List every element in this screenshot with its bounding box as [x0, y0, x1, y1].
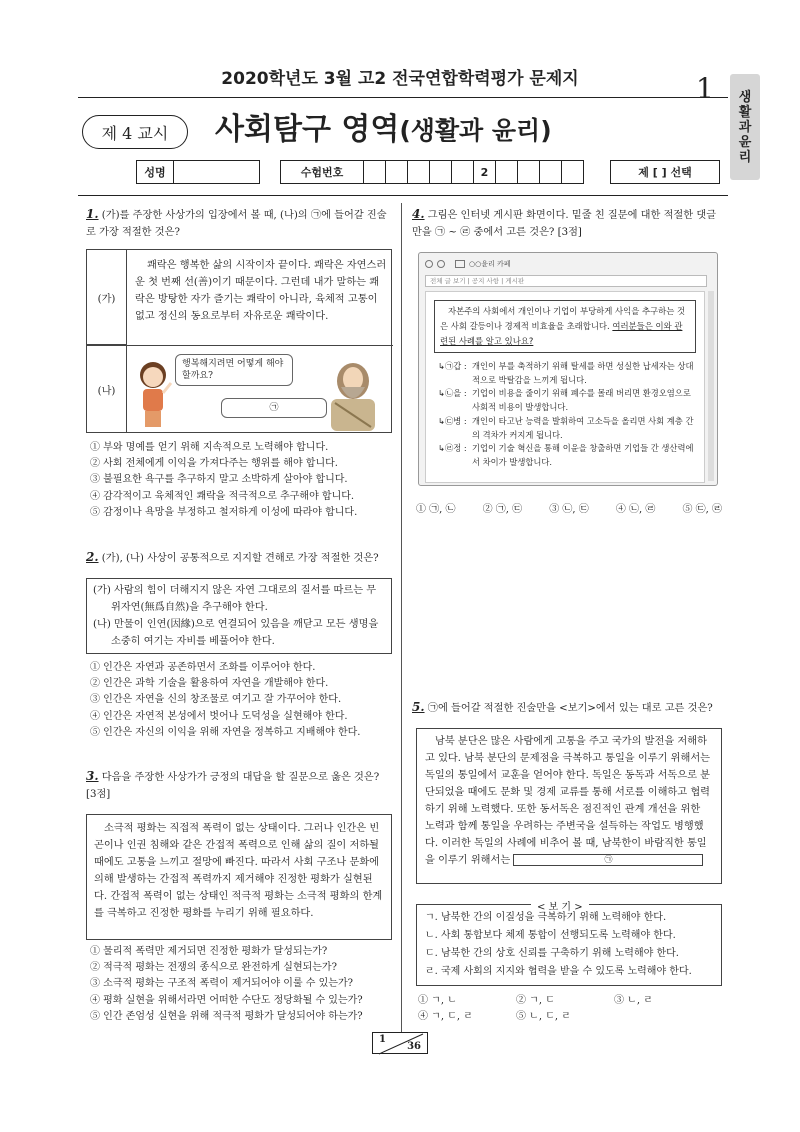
answer-choice[interactable]: ④ ㉡, ㉣: [615, 504, 656, 515]
browser-window: [418, 252, 718, 486]
elective-select[interactable]: 제 [ ] 선택: [610, 160, 720, 184]
answer-choice[interactable]: ① ㉠, ㉡: [416, 504, 456, 515]
bogi-list: [425, 909, 717, 981]
title-rule: [78, 97, 728, 98]
column-divider: [401, 203, 402, 1033]
post-text: 자본주의 사회에서 개인이나 기업이 부당하게 사익을 추구하는 것은 사회 갈등이나 경제적 비효율을 초래합니다.: [440, 306, 686, 331]
examinee-info-row: [136, 160, 720, 184]
exam-number-digit[interactable]: [518, 160, 540, 184]
answer-choice[interactable]: ② 적극적 평화는 전쟁의 종식으로 완전하게 실현되는가?: [90, 962, 337, 974]
name-label: 성명: [136, 160, 174, 184]
bogi-item: ㄹ. 국제 사회의 지지와 협력을 받을 수 있도록 노력해야 한다.: [425, 966, 692, 977]
comment-text: 기업이 비용을 줄이기 위해 폐수를 몰래 버리면 환경오염으로 사회적 비용이 발생합니다.: [472, 388, 691, 413]
page-icon: [455, 260, 465, 268]
side-tab-char: 생: [738, 89, 752, 105]
board-post: [434, 300, 696, 353]
answer-choice[interactable]: ③ ㄴ, ㄹ: [614, 995, 653, 1006]
subject-title-main: 사회탐구 영역: [215, 112, 400, 147]
question-3-stem: [86, 768, 392, 803]
answer-choice[interactable]: ③ 소극적 평화는 구조적 폭력이 제거되어야 이룰 수 있는가?: [90, 978, 353, 990]
exam-title: 2020학년도 3월 고2 전국연합학력평가 문제지: [221, 69, 579, 89]
question-4-stem: [412, 206, 718, 241]
question-4-choices: [416, 502, 722, 518]
subject-side-tab: [730, 74, 760, 180]
answer-choice[interactable]: ① 인간은 자연과 공존하면서 조화를 이루어야 한다.: [90, 662, 316, 673]
post-area: [425, 291, 705, 483]
question-number: 2.: [86, 550, 99, 564]
answer-choice[interactable]: ③ 불필요한 욕구를 추구하지 말고 소박하게 살아야 합니다.: [90, 474, 348, 486]
passage-text: 남북 분단은 많은 사람에게 고통을 주고 국가의 발전을 저해하고 있다. 남북 분단의 문제점을 극복하고 통일을 이루기 위해서는 독일의 통일에서 교훈을 얻어야 한다. 독일은 동독과 서독으로 분단되었을 때에도 문화 및 경제 교류를 통해 서로를 이해하고 협력하기 위해 노력했다. 또한 동서독은 점진적인 관계 개선을 위한 노력과 함께 통일을 우려하는 주변국을 설득하는 작업도 병행했다. 이러한 독일의 사례에 비추어 볼 때, 남북한이 바람직한 통일을 이루기 위해서는: [425, 736, 711, 866]
answer-choice[interactable]: ⑤ 인간 존엄성 실현을 위해 적극적 평화가 달성되어야 하는가?: [90, 1010, 363, 1022]
question-2-stem: [86, 549, 392, 567]
bogi-box: [416, 904, 722, 986]
browser-tab-title[interactable]: ○○윤리 카페: [469, 260, 511, 268]
question-1-stem: [86, 206, 390, 241]
side-tab-char: 활: [738, 104, 752, 120]
student-speech-bubble: 행복해지려면 어떻게 해야 할까요?: [175, 354, 293, 386]
browser-nav: [425, 259, 511, 269]
ga-passage: (가) 사람의 힘이 더해지지 않은 자연 그대로의 질서를 따르는 무위자연(無爲自然)을 추구해야 한다.: [93, 585, 377, 613]
current-page: 1: [379, 1034, 386, 1045]
question-text: (가)를 주장한 사상가의 입장에서 볼 때, (나)의 ㉠에 들어갈 진술로 가장 적절한 것은?: [86, 210, 387, 238]
side-tab-char: 과: [738, 119, 752, 135]
bogi-item: ㄷ. 남북한 간의 상호 신뢰를 구축하기 위해 노력해야 한다.: [425, 948, 679, 959]
forward-icon[interactable]: [437, 260, 445, 268]
answer-choice[interactable]: ③ ㉡, ㉢: [549, 504, 589, 515]
exam-number-digit[interactable]: [386, 160, 408, 184]
comment-author: ↳㉡을 :: [438, 388, 467, 399]
exam-number-digit[interactable]: [430, 160, 452, 184]
page-indicator: [372, 1032, 428, 1054]
question-number: 4.: [412, 207, 425, 221]
exam-number-digit[interactable]: [496, 160, 518, 184]
question-3-passage: 소극적 평화는 직접적 폭력이 없는 상태이다. 그러나 인간은 빈곤이나 인권 침해와 같은 간접적 폭력으로 인해 삶의 질이 저하될 때에도 고통을 느끼고 절망에 빠진다. 따라서 사회 구조나 문화에 의해 발생하는 간접적 폭력까지 제거해야 진정한 평화가 실현된다. 간접적 폭력이 없는 상태인 적극적 평화는 소극적 평화의 한계를 극복하고 진정한 평화를 누리기 위해 필요하다.: [86, 814, 392, 940]
answer-choice[interactable]: ⑤ ㉢, ㉣: [682, 504, 722, 515]
exam-number-digit[interactable]: [364, 160, 386, 184]
answer-choice[interactable]: ② ㉠, ㉢: [482, 504, 523, 515]
ga-passage: 쾌락은 행복한 삶의 시작이자 끝이다. 쾌락은 자연스러운 첫 번째 선(善)이기 때문이다. 그런데 내가 말하는 쾌락은 방탕한 자가 즐기는 쾌락이 아니라, 육체적 고통이 없고 정신의 동요로부터 자유로운 쾌락이다.: [135, 260, 387, 322]
answer-choice[interactable]: ① 물리적 폭력만 제거되면 진정한 평화가 달성되는가?: [90, 946, 328, 957]
comment-text: 개인이 부를 축적하기 위해 탈세를 하면 성실한 납세자는 상대적으로 박탈감을 느끼게 됩니다.: [472, 361, 694, 385]
comment-text: 기업이 기술 혁신을 통해 이윤을 창출하면 기업들 간 생산력에서 차이가 발생합니다.: [472, 443, 694, 467]
answer-choice[interactable]: ① 부와 명예를 얻기 위해 지속적으로 노력해야 합니다.: [90, 442, 329, 453]
side-tab-char: 윤: [738, 134, 752, 150]
answer-choice[interactable]: ② ㄱ, ㄷ: [516, 995, 555, 1006]
bogi-item: ㄴ. 사회 통합보다 체제 통합이 선행되도록 노력해야 한다.: [425, 930, 676, 941]
question-text: ㉠에 들어갈 적절한 진술만을 <보기>에서 있는 대로 고른 것은?: [427, 703, 713, 714]
answer-choice[interactable]: ② 사회 전체에게 이익을 가져다주는 행위를 해야 합니다.: [90, 458, 338, 470]
question-2-passage: [86, 578, 392, 654]
answer-choice[interactable]: ⑤ 인간은 자신의 이익을 위해 자연을 정복하고 지배해야 한다.: [90, 726, 361, 738]
question-number: 3.: [86, 769, 99, 783]
comment-author: ↳㉠갑 :: [438, 361, 467, 371]
exam-number-digit[interactable]: [452, 160, 474, 184]
question-number: 1.: [86, 207, 99, 221]
na-label: (나): [87, 345, 127, 433]
na-passage: (나) 만물이 인연(因緣)으로 연결되어 있음을 깨닫고 모든 생명을 소중히 여기는 자비를 베풀어야 한다.: [93, 619, 379, 647]
scrollbar[interactable]: [708, 291, 714, 481]
question-1-passage: [86, 249, 392, 433]
exam-number-digit[interactable]: [562, 160, 584, 184]
name-field[interactable]: [174, 160, 260, 184]
comment-author: ↳㉢병 :: [438, 415, 467, 426]
page-number: 1: [696, 72, 714, 105]
comment-item: [438, 415, 700, 442]
question-text: 그림은 인터넷 게시판 화면이다. 밑줄 친 질문에 대한 적절한 댓글만을 ㉠ ~ ㉣ 중에서 고른 것은? [3점]: [412, 210, 717, 238]
question-5-choices: [418, 993, 718, 1025]
question-5-stem: [412, 699, 722, 717]
back-icon[interactable]: [425, 260, 433, 268]
exam-number-digit-fixed: 2: [474, 160, 496, 184]
post-question: 여러분들은 이와 관련된 사례를 알고 있나요?: [440, 321, 683, 346]
answer-choice[interactable]: ④ 감각적이고 육체적인 쾌락을 적극적으로 추구해야 합니다.: [90, 490, 355, 502]
answer-blank: ㉠: [513, 854, 703, 866]
side-tab-char: 리: [738, 149, 752, 165]
answer-choice[interactable]: ④ ㄱ, ㄷ, ㄹ: [418, 1011, 473, 1023]
header-rule: [78, 195, 728, 196]
answer-choice[interactable]: ① ㄱ, ㄴ: [418, 995, 457, 1006]
session-badge: 제 4 교시: [82, 115, 188, 149]
question-3-choices: [90, 944, 394, 1025]
question-number: 5.: [412, 700, 425, 714]
question-5-passage: [416, 728, 722, 884]
philosopher-figure: [331, 363, 375, 431]
question-1-choices: [90, 440, 394, 521]
comment-item: [438, 442, 700, 469]
comment-item: [438, 360, 700, 387]
ga-label: (가): [87, 250, 127, 345]
comment-list: [438, 360, 700, 470]
student-figure: [140, 362, 171, 427]
breadcrumb[interactable]: 전체 글 보기 | 공지 사항 | 게시판: [425, 275, 707, 287]
exam-number-label: 수험번호: [280, 160, 364, 184]
comment-author: ↳㉣정 :: [438, 443, 467, 454]
answer-choice[interactable]: ③ 인간은 자연을 신의 창조물로 여기고 잘 가꾸어야 한다.: [90, 694, 342, 706]
bogi-title: < 보 기 >: [531, 898, 589, 913]
bogi-item: ㄱ. 남북한 간의 이질성을 극복하기 위해 노력해야 한다.: [425, 912, 667, 923]
subject-title-sub: (생활과 윤리): [399, 116, 552, 145]
answer-choice[interactable]: ④ 인간은 자연적 본성에서 벗어나 도덕성을 실현해야 한다.: [90, 710, 348, 722]
total-pages: 36: [407, 1041, 421, 1052]
answer-choice[interactable]: ⑤ 감정이나 욕망을 부정하고 철저하게 이성에 따라야 합니다.: [90, 506, 358, 518]
answer-choice[interactable]: ② 인간은 과학 기술을 활용하여 자연을 개발해야 한다.: [90, 678, 329, 690]
exam-number-digit[interactable]: [540, 160, 562, 184]
philosopher-speech-bubble: ㉠: [221, 398, 327, 418]
answer-choice[interactable]: ⑤ ㄴ, ㄷ, ㄹ: [516, 1011, 571, 1023]
exam-number-digit[interactable]: [408, 160, 430, 184]
question-text: 다음을 주장한 사상가가 긍정의 대답을 할 질문으로 옳은 것은? [3점]: [86, 772, 380, 800]
subject-title: [215, 104, 552, 148]
comment-text: 개인이 타고난 능력을 발휘하여 고소득을 올리면 사회 계층 간의 격차가 커지게 됩니다.: [472, 415, 694, 440]
answer-choice[interactable]: ④ 평화 실현을 위해서라면 어떠한 수단도 정당화될 수 있는가?: [90, 994, 363, 1006]
question-text: (가), (나) 사상이 공통적으로 지지할 견해로 가장 적절한 것은?: [101, 553, 379, 564]
comment-item: [438, 387, 700, 414]
question-2-choices: [90, 660, 394, 741]
